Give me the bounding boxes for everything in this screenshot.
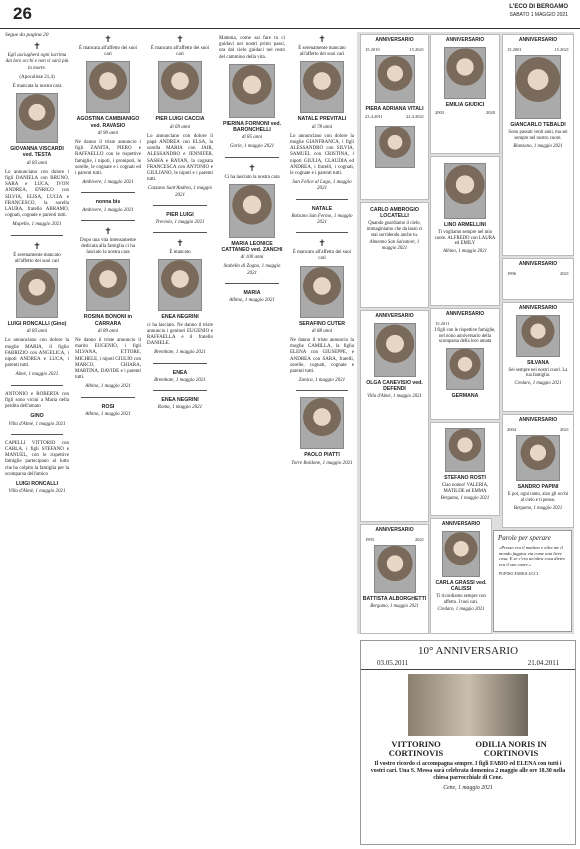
column-1 (5, 32, 69, 498)
anniversary-box (430, 422, 500, 516)
deceased-age: di 100 anni (240, 255, 264, 261)
deceased-age: di 83 anni (26, 329, 48, 335)
anniversary-sign: Cene, 1 maggio 2021 (443, 785, 493, 791)
deceased-age: di 89 anni (97, 328, 119, 334)
deceased-name-2: ODILIA NORIS IN CORTINOVIS (475, 739, 547, 758)
portrait-photo (442, 531, 480, 577)
deceased-age: di 85 anni (241, 135, 263, 141)
divider (296, 390, 348, 391)
box-sign: Bergamo, 1 maggio 2021 (370, 604, 419, 610)
deceased-name: PIERA ADRIANA VITALI (365, 106, 424, 113)
portrait-photo (516, 315, 560, 357)
deceased-name: ENEA NEGRINI (161, 397, 199, 404)
box-sign: Credaro, 1 maggio 2021 (437, 607, 485, 613)
portrait-photo (158, 259, 202, 311)
notice-body: Lo annunciano con dolore il papà ANDREA con ELSA, la sorella MARIA con JAIR, ALESSANDRO e JENNIFER, SASHA e RAYAN, la cognata FRANCESCA con ANTONIO e GIULIANO, le nipoti e i parenti tutti. (147, 133, 213, 183)
box-sign: Bergamo, 1 maggio 2021 (513, 505, 563, 511)
box-heading: ANNIVERSARIO (375, 37, 414, 43)
divider (296, 232, 348, 233)
notice-body: CAPELLI VITTORIO con CARLA, i figli STEFANO e MANUEL, con le rispettive famiglie partecipano al lutto che ha colpito la famiglia per la scomparsa dell'amico (5, 440, 69, 477)
box-sign: Credaro, 1 maggio 2021 (514, 380, 562, 386)
portrait-photo (375, 126, 415, 168)
deceased-name: SERAFINO CUTER (298, 320, 346, 327)
deceased-name: LINO ARMELLINI (444, 222, 486, 228)
cross-icon: ✝ (33, 241, 41, 252)
cross-icon: ✝ (318, 239, 326, 250)
notice-lead: È mancato all'affetto dei suoi cari (150, 46, 210, 58)
divider (296, 199, 348, 200)
tenth-anniversary-notice (360, 640, 576, 845)
notice-sign: Villa d'Almè, 1 maggio 2021 (8, 489, 66, 495)
notice-sign: Albino, 1 maggio 2021 (229, 298, 275, 304)
box-body: Quando guardiamo il cielo, immaginiamo che da lassù ci stai sorridendo anche tu. (366, 221, 423, 238)
notice-sign: Zanica, 1 maggio 2021 (298, 378, 346, 384)
poem-box (493, 530, 572, 632)
box-date: 15.2021 (409, 46, 424, 52)
portrait-photo (374, 545, 416, 593)
divider (11, 434, 63, 435)
box-date: 15.2021 (554, 46, 569, 52)
column-3 (147, 32, 213, 414)
portrait-photo (16, 93, 58, 143)
anniversary-message: Il vostro ricordo ci accompagna sempre. I figli FABIO ed ELENA con tutti i vostri cari. Una S. Messa sarà celebrata domenica 2 maggio alle ore 18.30 nella chiesa parrocchiale di Cene. (370, 761, 566, 781)
cross-icon: ✝ (33, 42, 41, 53)
portrait-photo (516, 435, 560, 481)
portrait-photo (444, 163, 486, 219)
portrait-photo (16, 268, 58, 318)
divider (81, 397, 135, 398)
anniversary-box (430, 156, 500, 306)
box-heading: ANNIVERSARIO (375, 313, 414, 319)
deceased-name: LUIGI RONCALLI (15, 480, 59, 487)
divider (153, 232, 207, 233)
box-sign: Bianzano, 1 maggio 2021 (513, 143, 563, 149)
deceased-name: ROSINA BONONI in CARRARA (83, 314, 133, 327)
cross-icon: ✝ (176, 35, 184, 45)
notice-sign: Ambivere, 1 maggio 2021 (82, 207, 134, 213)
portrait-photo (444, 47, 486, 99)
deceased-age: di 88 anni (311, 328, 333, 334)
deceased-name: nonna bis (95, 199, 121, 206)
deceased-name: LUIGI RONCALLI (Gino) (7, 321, 67, 328)
anniversary-box (502, 302, 574, 412)
deceased-name: NATALE (311, 205, 333, 212)
continued-from: Segue da pagina 20 (5, 32, 49, 38)
notice-body: Ne danno il triste annuncio il marito EUGENIO, i figli SILVANA, ETTORE, MICHELE, i nipoti GIULIO con MARCO, CHIARA, MARTINA, DAVIDE e i parenti tutti. (75, 338, 141, 381)
cross-icon: ✝ (318, 35, 326, 45)
portrait-photo (86, 61, 130, 113)
divider (153, 205, 207, 206)
notice-lead: Ci ha lasciato la nostra cara (224, 174, 280, 180)
notice-lead: È mancato all'affetto dei suoi cari (292, 250, 352, 262)
box-body: Sei sempre nei nostri cuori. La tua famiglia. (508, 367, 568, 379)
box-heading: ANNIVERSARIO (518, 261, 558, 267)
notice-lead: È serenamente mancato all'affetto dei suoi cari (13, 252, 61, 264)
box-body: Ti ricordiamo sempre con affetto. I tuoi cari. (436, 594, 486, 605)
page-header (0, 0, 580, 29)
quote: Egli asciugherà ogni lacrima dai loro occhi e non vi sarà più la morte. (5, 53, 69, 71)
portrait-photo (300, 266, 344, 318)
box-date: 2020 (486, 109, 495, 115)
notice-body: Ne danno il triste annuncio la moglie CAMILLA, la figlia ELENA con GIUSEPPE, e ANDREA con SARA, fratelli, sorelle, cognati, cognate e parenti tutti. (290, 338, 354, 375)
deceased-name: PIERINA FORNONI ved. BARONCHELLI (222, 120, 282, 134)
deceased-name: STEFANO ROSTI (444, 475, 486, 481)
box-sign: Almenno San Salvatore, 1 maggio 2021 (369, 240, 420, 251)
notice-sign: Villa d'Almè, 1 maggio 2021 (8, 421, 66, 427)
notice-body: Lo annunciano con dolore i figli DANIELA con BRUNO, SARA e LUCA, IVON ANDREA, ENRICO con SILVIA, ELISA, LUCIA e FRANCESCO, la sorella LAURA, fratello ABRAMO, cognati, cognate e parenti tutti. (5, 169, 69, 219)
notice-sign: Almè, 1 maggio 2021 (15, 372, 59, 378)
portrait-photo (158, 61, 202, 113)
portrait-photo (375, 55, 415, 103)
anniversary-box (430, 518, 492, 634)
divider (11, 235, 63, 236)
box-date: 23.4.2011 (365, 114, 383, 120)
newspaper-date: SABATO 1 MAGGIO 2021 (509, 12, 568, 18)
deceased-age: di 69 anni (169, 124, 191, 130)
divider (153, 363, 207, 364)
notice-sign: Roma, 1 maggio 2021 (157, 405, 203, 411)
deceased-name: PAOLO PIATTI (304, 452, 340, 459)
notice-sign: Treviolo, 1 maggio 2021 (155, 220, 205, 226)
cross-icon: ✝ (176, 239, 184, 250)
poem-body: «Presso era il mattino e oltre me il mondo fuggiva via come una lieve cosa. E se c'era un'altra cosa dietro era il suo cuore.» (499, 545, 565, 568)
portrait-photo (229, 184, 275, 238)
newspaper-name: L'ECO DI BERGAMO (509, 4, 568, 10)
deceased-name: AGOSTINA CAMBIANIGO ved. RAVASIO (76, 116, 140, 129)
column-4 (219, 32, 285, 307)
notice-sign: Cazzano Sant'Andrea, 1 maggio 2021 (147, 186, 213, 198)
box-date: 2004 (507, 426, 516, 432)
deceased-name: MARIA (243, 289, 261, 296)
cross-icon: ✝ (248, 163, 256, 174)
notice-body: Ne danno il triste annuncio i figli ZANITA, PIERO e RAFFAELLO con le rispettive famiglie, i nipoti, i pronipoti, le sorelle, le cognate e i cognati ed i parenti tutti. (75, 140, 141, 177)
portrait-photo (86, 259, 130, 311)
box-date: 15.2019 (365, 46, 380, 52)
deceased-name: SILVANA (527, 359, 549, 366)
box-heading: ANNIVERSARIO (518, 305, 558, 311)
deceased-name: GERMANA (451, 392, 479, 399)
portrait-photo (300, 397, 344, 449)
deceased-name: BATTISTA ALBORGHETTI (362, 596, 427, 603)
notice-sign: Brembate, 1 maggio 2021 (154, 377, 206, 383)
box-date: 2021 (560, 426, 569, 432)
column-2 (75, 32, 141, 421)
deceased-name: ROSI (101, 403, 115, 410)
notice-sign: San Felice al Lago, 1 maggio 2021 (292, 180, 352, 192)
notice-sign: Albino, 1 maggio 2021 (85, 384, 131, 390)
box-sign: Villa d'Almè, 1 maggio 2021 (367, 394, 422, 399)
notice-sign: Albino, 1 maggio 2021 (85, 411, 131, 417)
notice-sign: Ambivere, 1 maggio 2021 (82, 180, 134, 186)
box-date: 22.4.2021 (406, 114, 424, 120)
box-sign: Albino, 1 maggio 2021 (443, 248, 487, 254)
deceased-name: MARIA LEONICE CATTANEO ved. ZANCHI (221, 240, 283, 254)
notice-sign: Torre Boldone, 1 maggio 2021 (291, 460, 353, 466)
box-heading: ANNIVERSARIO (518, 37, 558, 43)
notice-body: Mamma, come sai fare tu ci guidavi nei nostri primi passi, ora dal cielo guidaci nel resto del cammino della vita. (219, 36, 285, 60)
notice-lead: È mancata all'affetto dei suoi cari (78, 46, 137, 58)
deceased-name: SANDRO PAPINI (517, 484, 559, 491)
box-date: 15.2001 (507, 46, 522, 52)
deceased-name-1: VITTORINO CORTINOVIS (388, 739, 444, 758)
portrait-photo (374, 323, 416, 377)
anniversary-box (360, 524, 429, 634)
deceased-name: NATALE PREVITALI (297, 116, 347, 123)
deceased-name: CARLA GRASSI ved. CALISSI (435, 579, 487, 592)
notice-sign: Gorle, 1 maggio 2021 (229, 144, 275, 150)
deceased-name: PIER LUIGI (166, 211, 194, 218)
box-body: E poi, ogni tanto, alzo gli occhi al cielo e ti penso. (507, 492, 569, 503)
deceased-name: OLGA CANEVISIO ved. DEFENDI (366, 379, 423, 392)
box-body: Ti vogliamo sempre nel mio cuore. ALFREDO con LAURA ed EMILY (434, 230, 496, 247)
poem-title: Parole per sperare (498, 534, 551, 542)
box-date: 1996 (507, 270, 516, 276)
quote-ref: (Apocalisse 21,4) (19, 74, 55, 80)
notice-body: Lo annunciano con dolore la moglie GIANFRANCA, i figli ALESSANDRO con SILVIA, SAMUEL con CRISTINA, i nipoti GIULIA, CLAUDIA ed ANDREA, i fratelli, i cognati, le cognate e i parenti tutti. (290, 133, 354, 177)
column-5 (290, 32, 354, 470)
box-body: I figli con le rispettive famiglie, nel nono anniversario della scomparsa della loro amata (434, 328, 496, 345)
box-heading: ANNIVERSARIO (375, 527, 414, 533)
deceased-age: di 90 anni (97, 130, 119, 136)
deceased-name: PIER LUIGI CACCIA (155, 116, 205, 123)
anniversary-box (360, 34, 429, 200)
cross-icon: ✝ (104, 35, 112, 45)
anniversary-date-1: 03.05.2011 (377, 659, 409, 667)
anniversary-box (430, 308, 500, 420)
anniversary-box (430, 34, 500, 154)
portrait-photo (229, 64, 275, 118)
portrait-photo (445, 428, 485, 472)
box-heading: ANNIVERSARIO (445, 37, 485, 43)
anniversary-box (502, 258, 574, 300)
divider (11, 385, 63, 386)
notice-body: ci ha lasciato. Ne danno il triste annuncio i genitori EUGENIO e RAFFAELLA e il fratello DANIELE. (147, 322, 213, 347)
deceased-name: ENEA NEGRINI (161, 314, 199, 321)
notice-lead: È mancata la nostra cara (12, 84, 62, 90)
notice-body: ANTONIO e ROBERTA con figli sono vicini a Maria nella perdita dell'amato (5, 391, 69, 410)
anniversary-title: 10° ANNIVERSARIO (417, 645, 519, 657)
deceased-name: EMILIA GIUDICI (445, 101, 485, 108)
box-body: Sono passati venti anni, ma sei sempre nel nostro cuore. (508, 130, 568, 141)
portrait-photo (446, 348, 484, 390)
notice-sign: Stabello di Zogno, 1 maggio 2021 (223, 264, 281, 276)
portrait-photo (515, 55, 561, 119)
couple-photo (408, 674, 528, 736)
deceased-name: CARLO AMBROGIO LOCATELLI (370, 207, 419, 220)
notice-body: Lo annunciano con dolore la moglie MARIA, il figlio FABRIZIO con ANGELICA, i nipoti ANDREA e LUCA, i parenti tutti. (5, 338, 69, 369)
anniversary-box (502, 414, 574, 528)
divider (225, 157, 279, 158)
anniversary-box (360, 310, 429, 522)
anniversary-box (502, 34, 574, 256)
deceased-age: di 78 anni (311, 124, 333, 130)
divider (225, 283, 279, 284)
divider (153, 390, 207, 391)
box-sign: Bergamo, 1 maggio 2021 (440, 496, 490, 502)
anniversary-date-2: 21.04.2011 (527, 659, 559, 667)
cross-icon: ✝ (104, 226, 112, 237)
box-heading: ANNIVERSARIO (445, 311, 485, 317)
box-date: 15.2011 (435, 320, 450, 326)
box-heading: ANNIVERSARIO (441, 521, 481, 527)
deceased-name: GIANCARLO TEBALDI (510, 122, 566, 129)
box-body: Ciao nonno! VALERIA, MATILDE ed EMMA (441, 483, 489, 494)
box-date: 1993 (365, 536, 374, 542)
page-number: 26 (13, 4, 32, 23)
deceased-age: di 83 anni (26, 160, 48, 166)
poem-sign: PUPINO FABIOLUCCI (499, 570, 539, 576)
box-date: 2021 (560, 270, 569, 276)
deceased-name: ENEA (172, 369, 188, 376)
notice-lead: È mancato (169, 250, 191, 256)
box-date: 2003 (435, 109, 444, 115)
divider (81, 192, 135, 193)
portrait-photo (300, 61, 344, 113)
box-date: 2021 (415, 536, 424, 542)
anniversary-box (360, 202, 429, 308)
divider (81, 220, 135, 221)
box-heading: ANNIVERSARIO (518, 417, 558, 423)
notice-sign: Brembate, 1 maggio 2021 (154, 350, 206, 356)
notice-sign: Bolzano San Fermo, 1 maggio 2021 (291, 213, 353, 226)
notice-sign: Mapello, 1 maggio 2021 (12, 222, 62, 228)
notice-lead: Dopo una vita intensamente dedicata alla famiglia ci ha lasciato la nostra cara (80, 237, 136, 256)
notice-lead: È serenamente mancato all'affetto dei suoi cari (298, 46, 346, 58)
deceased-name: GIOVANNA VISCARDI ved. TESTA (10, 146, 64, 159)
deceased-name: GINO (30, 413, 44, 420)
